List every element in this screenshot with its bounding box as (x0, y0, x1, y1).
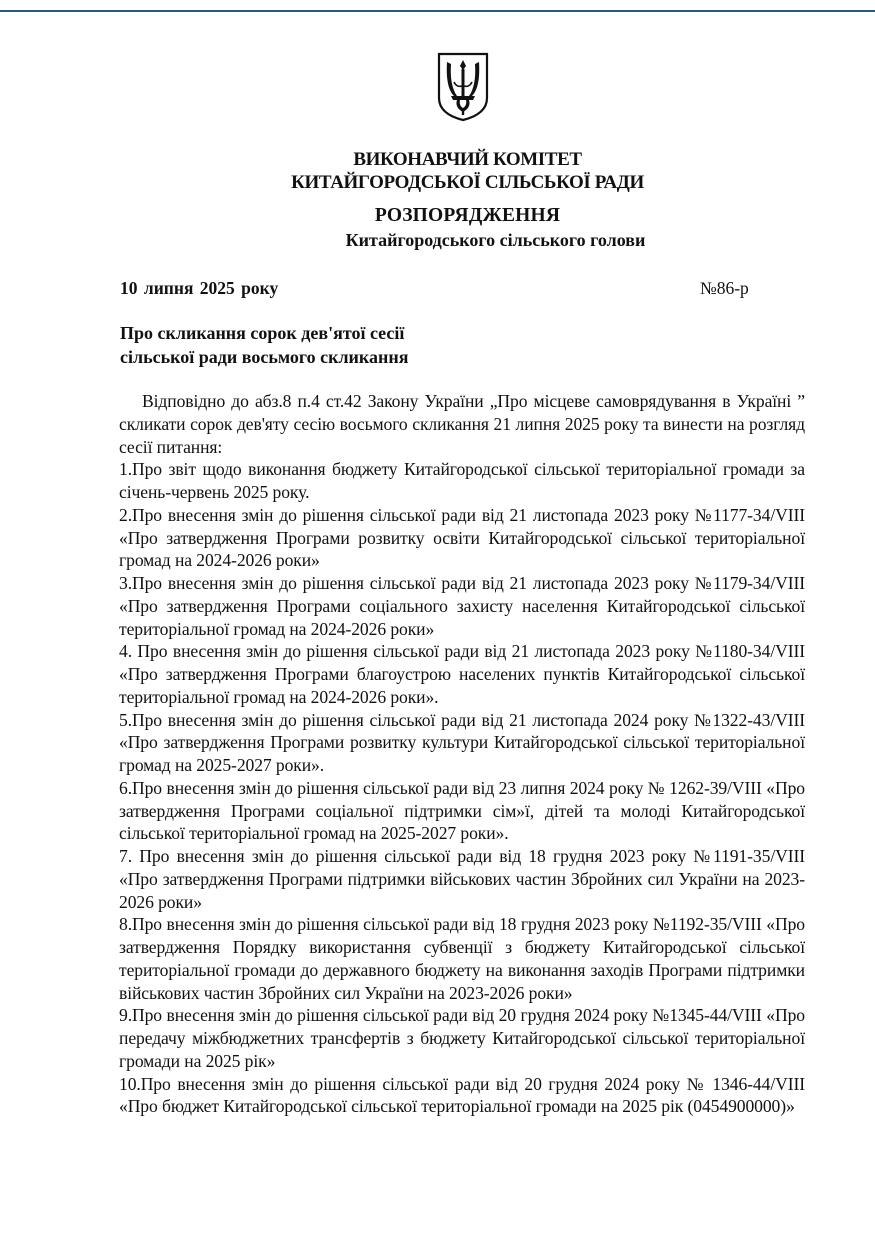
document-number: №86-р (700, 278, 749, 298)
agenda-item-7: 7. Про внесення змін до рішення сільської ради від 18 грудня 2023 року №1191-35/VIII «Про затвердження Програми підтримки військових частин Збройних сил України на 2023-2026 роки» (119, 846, 805, 912)
agenda-item-1: 1.Про звіт щодо виконання бюджету Китайгородської сільської територіальної громади за січень-червень 2025 року. (119, 459, 805, 502)
agenda-item-9: 9.Про внесення змін до рішення сільської ради від 20 грудня 2024 року №1345-44/VIII «Про передачу міжбюджетних трансфертів з бюджету Китайгородської сільської територіальної громади на 2025 рік» (119, 1005, 805, 1071)
document-type-heading: РОЗПОРЯДЖЕННЯ (374, 205, 561, 226)
committee-title-line1: ВИКОНАВЧИЙ КОМІТЕТ (353, 149, 582, 170)
subject-line2: сільської ради восьмого скликання (120, 347, 409, 367)
subject-line1: Про скликання сорок дев'ятої сесії (120, 323, 405, 343)
intro-paragraph: Відповідно до абз.8 п.4 ст.42 Закону України „Про місцеве самоврядування в Україні ” скликати сорок дев'яту сесію восьмого скликання 21 липня 2025 року та винести на розгляд сесії питання: (119, 391, 805, 457)
agenda-item-10: 10.Про внесення змін до рішення сільської ради від 20 грудня 2024 року № 1346-44/VIII «Про бюджет Китайгородської сільської територіальної громади на 2025 рік (0454900000)» (119, 1073, 805, 1117)
document-date: 10 липня 2025 року (120, 278, 279, 298)
issuer-subheading: Китайгородського сільського голови (345, 230, 646, 250)
agenda-item-2: 2.Про внесення змін до рішення сільської ради від 21 листопада 2023 року №1177-34/VIII «Про затвердження Програми розвитку освіти Китайгородської сільської територіальної громад на 2024-2026 роки» (119, 504, 805, 571)
scan-top-border (0, 10, 875, 12)
committee-title (30, 148, 875, 194)
agenda-item-5: 5.Про внесення змін до рішення сільської ради від 21 листопада 2024 року №1322-43/VIII «Про затвердження Програми розвитку культури Китайгородської сільської територіальної громад на 2025-2027 роки». (119, 709, 805, 775)
coat-of-arms-icon (437, 52, 489, 122)
committee-title-line2: КИТАЙГОРОДСЬКОЇ СІЛЬСЬКОЇ РАДИ (291, 172, 644, 193)
document-body (119, 390, 805, 1118)
document-subject (120, 321, 409, 369)
agenda-item-3: 3.Про внесення змін до рішення сільської ради від 21 листопада 2023 року №1179-34/VIII «Про затвердження Програми соціального захисту населення Китайгородської сільської територіальної громад на 2024-2026 роки» (119, 573, 805, 639)
agenda-item-8: 8.Про внесення змін до рішення сільської ради від 18 грудня 2023 року №1192-35/VIII «Про затвердження Порядку використання субвенції з бюджету Китайгородської сільської територіальної громади до державного бюджету на виконання заходів Програми підтримки військових частин Збройних сил України на 2023-2026 роки» (119, 914, 805, 1003)
agenda-item-4: 4. Про внесення змін до рішення сільської ради від 21 листопада 2023 року №1180-34/VIII «Про затвердження Програми благоустрою населених пунктів Китайгородської сільської територіальної громад на 2024-2026 роки». (119, 641, 805, 707)
agenda-item-6: 6.Про внесення змін до рішення сільської ради від 23 липня 2024 року № 1262-39/VIII «Про затвердження Програми соціальної підтримки сім»ї, дітей та молоді Китайгородської сільської територіальної громад на 2025-2027 роки». (119, 777, 805, 844)
